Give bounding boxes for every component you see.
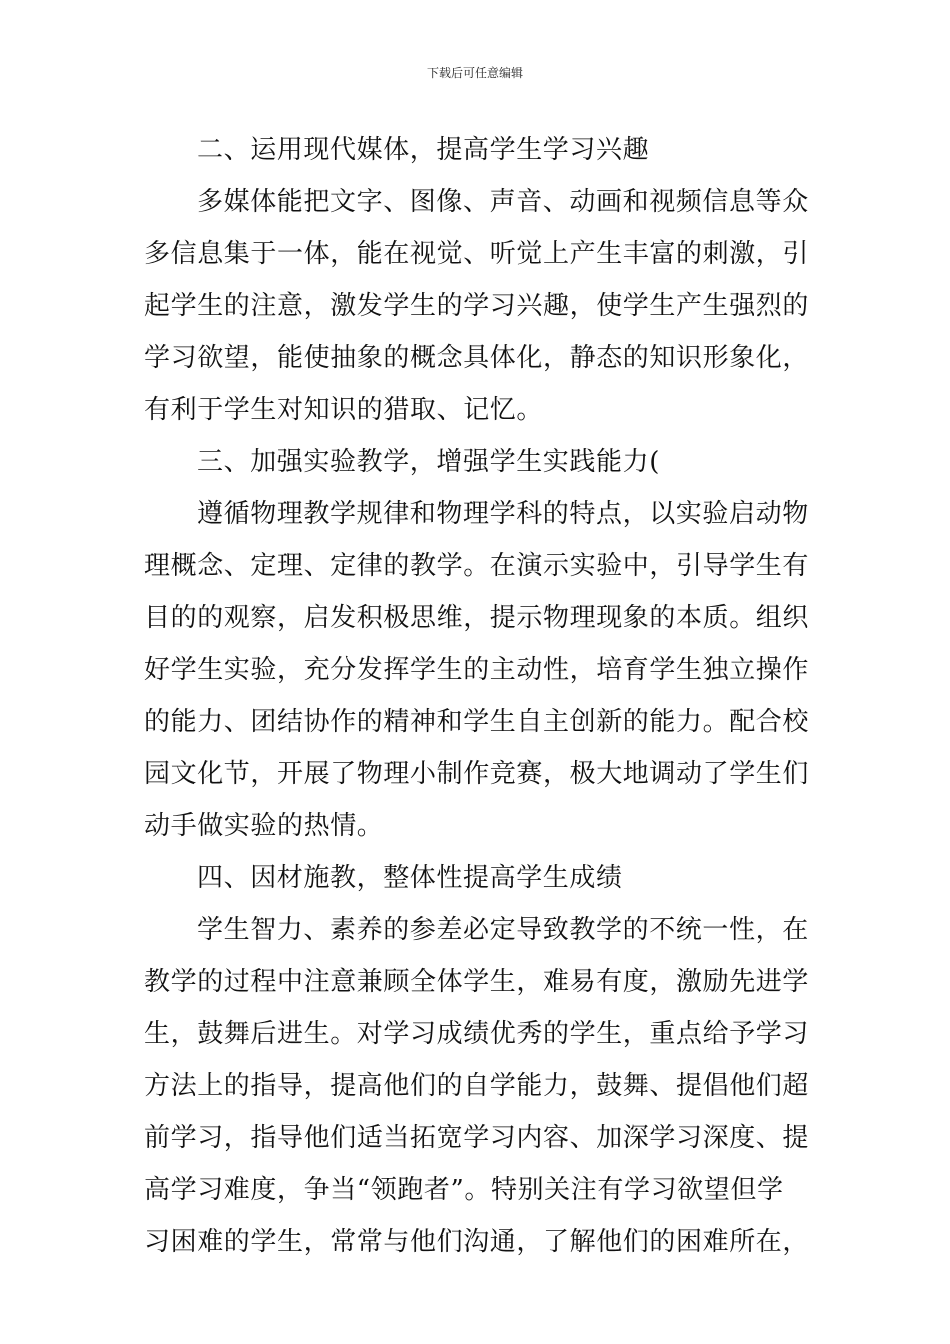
- paragraph-line: 前学习，指导他们适当拓宽学习内容、加深学习深度、提: [144, 1123, 810, 1153]
- paragraph-line: 的能力、团结协作的精神和学生自主创新的能力。配合校: [144, 707, 810, 737]
- page-header: 下载后可任意编辑: [426, 66, 523, 80]
- document-body: [144, 124, 808, 1268]
- section-heading-3: 三、加强实验教学，增强学生实践能力(: [197, 447, 660, 477]
- paragraph-line: 目的的观察，启发积极思维，提示物理现象的本质。组织: [144, 603, 810, 633]
- section-heading-2: 二、运用现代媒体，提高学生学习兴趣: [197, 135, 650, 165]
- paragraph-line: 习困难的学生，常常与他们沟通，了解他们的困难所在，: [144, 1227, 810, 1257]
- paragraph-line: 起学生的注意，激发学生的学习兴趣，使学生产生强烈的: [144, 291, 810, 321]
- paragraph-line: 理概念、定理、定律的教学。在演示实验中，引导学生有: [144, 551, 810, 581]
- paragraph-line: 方法上的指导，提高他们的自学能力，鼓舞、提倡他们超: [144, 1071, 810, 1101]
- section-heading-4: 四、因材施教，整体性提高学生成绩: [197, 863, 623, 893]
- paragraph-line: 动手做实验的热情。: [144, 811, 384, 841]
- paragraph-line: 学习欲望，能使抽象的概念具体化，静态的知识形象化，: [144, 343, 810, 373]
- paragraph-line: 多媒体能把文字、图像、声音、动画和视频信息等众: [197, 187, 809, 217]
- paragraph-line: 园文化节，开展了物理小制作竞赛，极大地调动了学生们: [144, 759, 810, 789]
- paragraph-line: 教学的过程中注意兼顾全体学生，难易有度，激励先进学: [144, 967, 810, 997]
- paragraph-line: 遵循物理教学规律和物理学科的特点，以实验启动物: [197, 499, 809, 529]
- paragraph-line: 好学生实验，充分发挥学生的主动性，培育学生独立操作: [144, 655, 810, 685]
- paragraph-line: 高学习难度，争当“领跑者”。特别关注有学习欲望但学: [144, 1175, 784, 1205]
- paragraph-line: 多信息集于一体，能在视觉、听觉上产生丰富的刺激，引: [144, 239, 810, 269]
- paragraph-line: 生，鼓舞后进生。对学习成绩优秀的学生，重点给予学习: [144, 1019, 810, 1049]
- paragraph-line: 有利于学生对知识的猎取、记忆。: [144, 395, 544, 425]
- paragraph-line: 学生智力、素养的参差必定导致教学的不统一性，在: [197, 915, 809, 945]
